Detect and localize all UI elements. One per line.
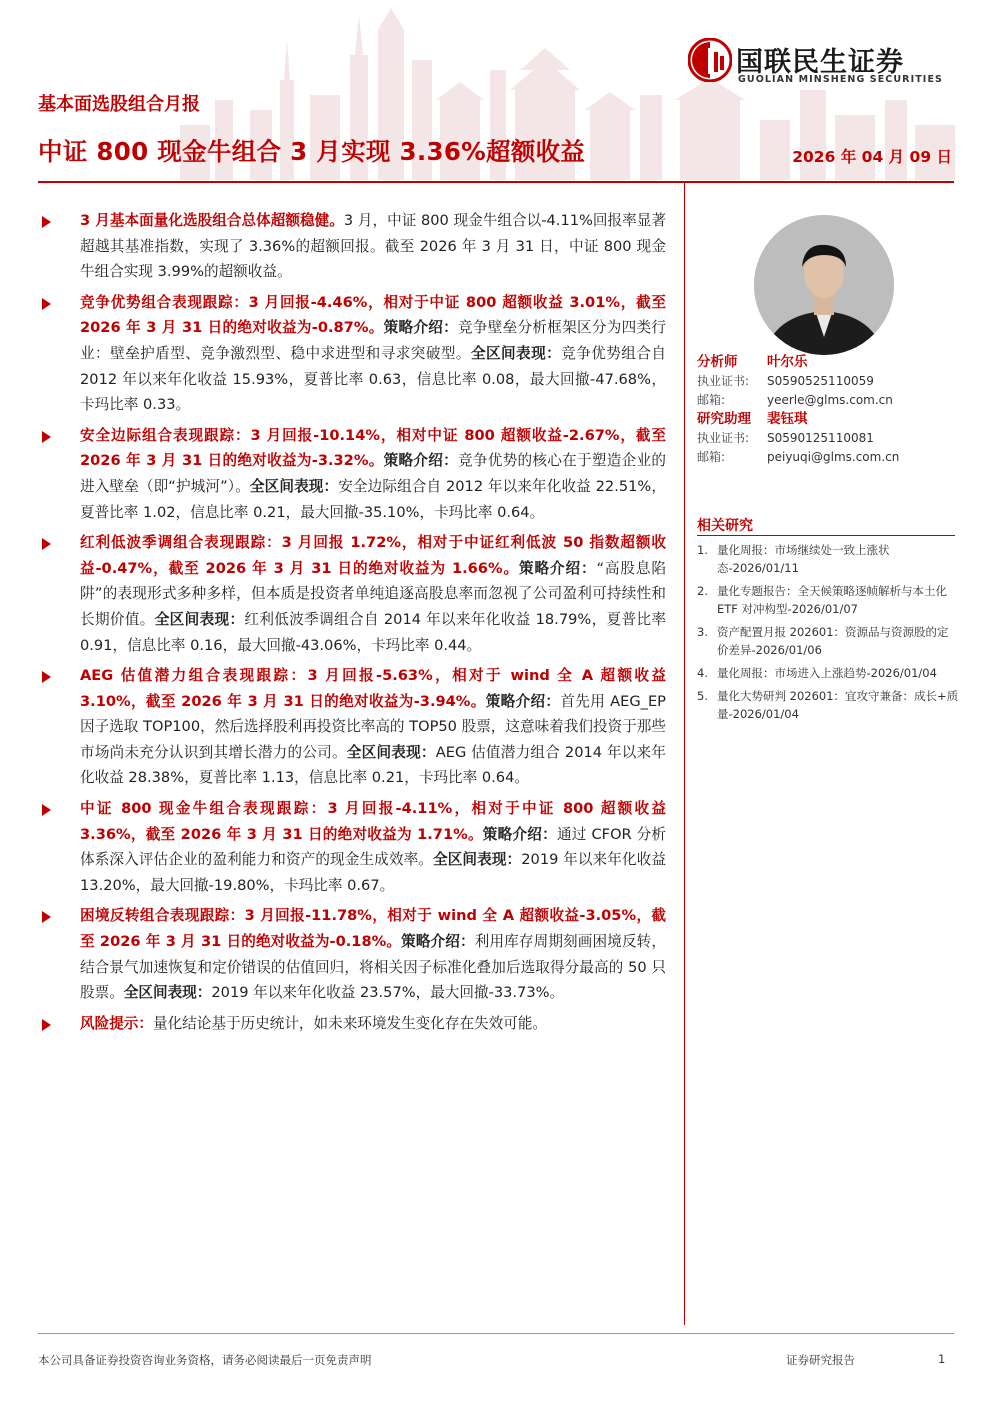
- performance-label: 全区间表现：: [433, 851, 522, 869]
- brand-name-en: GUOLIAN MINSHENG SECURITIES: [738, 74, 943, 85]
- strategy-label: 策略介绍：: [485, 692, 561, 710]
- strategy-label: 策略介绍：: [518, 559, 597, 577]
- summary-item: [42, 208, 666, 285]
- bullet-arrow-icon: [42, 1019, 51, 1031]
- brand-name-cn: 国联民生证券: [736, 47, 904, 78]
- brand-mark-icon: [688, 38, 732, 82]
- summary-section: [42, 208, 666, 1041]
- performance-label: 全区间表现：: [154, 610, 245, 628]
- strategy-label: 策略介绍：: [401, 933, 475, 951]
- bullet-arrow-icon: [42, 538, 51, 550]
- footer-report-kind: 证券研究报告: [786, 1353, 855, 1367]
- bullet-arrow-icon: [42, 671, 51, 683]
- summary-item: [42, 903, 666, 1005]
- analyst-photo-icon: [754, 215, 894, 355]
- related-research-title: 相关研究: [697, 518, 753, 534]
- strategy-text: 首先用 AEG_EP 因子选取 TOP100，然后选择股利再投资比率高的 TOP50 股票，这意味着我们投资于那些市场尚未充分认识到其增长潜力的公司。: [80, 692, 666, 761]
- related-text: 量化大势研判 202601：宜攻守兼备：成长+质量-2026/01/04: [717, 689, 959, 721]
- strategy-label: 策略介绍：: [383, 452, 459, 470]
- item-lead: 安全边际组合表现跟踪：3 月回报-10.14%，相对中证 800 超额收益-2.67%，截至 2026 年 3 月 31 日的绝对收益为-3.32%。: [80, 426, 666, 470]
- performance-text: 2019 年以来年化收益 23.57%，最大回撤-33.73%。: [211, 984, 565, 1002]
- related-text: 量化专题报告：全天候策略逐帧解析与本土化 ETF 对冲构型-2026/01/07: [717, 584, 947, 616]
- strategy-label: 策略介绍：: [482, 825, 557, 843]
- header-divider: [38, 181, 954, 183]
- performance-text: 红利低波季调组合自 2014 年以来年化收益 18.79%，夏普比率 0.91，信息比率 0.16，最大回撤-43.06%，卡玛比率 0.44。: [80, 610, 666, 654]
- related-divider: [697, 535, 955, 536]
- related-text: 量化周报：市场进入上涨趋势-2026/01/04: [717, 666, 937, 680]
- bullet-arrow-icon: [42, 216, 51, 228]
- bullet-arrow-icon: [42, 804, 51, 816]
- analyst-role: 分析师: [697, 354, 738, 370]
- assistant-name: 裴钰琪: [767, 411, 808, 427]
- related-research-list: [697, 541, 959, 728]
- analyst-email[interactable]: yeerle@glms.com.cn: [767, 393, 893, 407]
- related-text: 资产配置月报 202601：资源品与资源股的定价差异-2026/01/06: [717, 625, 949, 657]
- strategy-text: 利用库存周期刻画困境反转，结合景气加速恢复和定价错误的估值回归，将相关因子标准化叠加后选取得分最高的 50 只股票。: [80, 933, 666, 1002]
- analyst-cert: S0590525110059: [767, 374, 874, 388]
- related-num: 3.: [697, 625, 708, 639]
- bullet-arrow-icon: [42, 298, 51, 310]
- summary-item: [42, 663, 666, 791]
- footer-divider: [38, 1333, 954, 1334]
- analyst-info: [697, 352, 957, 466]
- item-lead: 3 月基本面量化选股组合总体超额稳健。: [80, 212, 344, 229]
- related-item[interactable]: [697, 623, 959, 659]
- risk-text: 量化结论基于历史统计，如未来环境发生变化存在失效可能。: [152, 1014, 548, 1032]
- strategy-text: “高股息陷阱”的表现形式多种多样，但本质是投资者单纯追逐高股息率而忽视了公司盈利可持续性和长期价值。: [80, 559, 666, 628]
- email-label: 邮箱:: [697, 450, 726, 464]
- column-divider: [684, 183, 685, 1325]
- related-text: 量化周报：市场继续处一致上涨状态-2026/01/11: [717, 543, 890, 575]
- related-num: 2.: [697, 584, 708, 598]
- risk-warning: [42, 1011, 666, 1037]
- analyst-avatar: [754, 215, 894, 355]
- strategy-text: 竞争优势的核心在于塑造企业的进入壁垒（即“护城河”）。: [80, 452, 666, 495]
- item-lead: 竞争优势组合表现跟踪：3 月回报-4.46%，相对于中证 800 超额收益 3.01%，截至 2026 年 3 月 31 日的绝对收益为-0.87%。: [80, 293, 666, 337]
- related-num: 4.: [697, 666, 708, 680]
- performance-label: 全区间表现：: [249, 477, 339, 495]
- page-title: 中证 800 现金牛组合 3 月实现 3.36%超额收益: [38, 137, 586, 166]
- item-lead: 红利低波季调组合表现跟踪：3 月回报 1.72%，相对于中证红利低波 50 指数超额收益-0.47%，截至 2026 年 3 月 31 日的绝对收益为 1.66%。: [80, 534, 666, 577]
- report-date: 2026 年 04 月 09 日: [792, 148, 952, 166]
- performance-text: 竞争优势组合自 2012 年以来年化收益 15.93%，夏普比率 0.63，信息比率 0.08，最大回撤-47.68%，卡玛比率 0.33。: [80, 344, 666, 414]
- related-item[interactable]: [697, 541, 959, 577]
- assistant-role: 研究助理: [697, 411, 751, 427]
- assistant-cert: S0590125110081: [767, 431, 874, 445]
- summary-item: [42, 290, 666, 418]
- performance-text: 2019 年以来年化收益 13.20%，最大回撤-19.80%，卡玛比率 0.67。: [80, 851, 666, 894]
- bullet-arrow-icon: [42, 431, 51, 443]
- analyst-name: 叶尔乐: [767, 354, 808, 370]
- brand-logo: [688, 38, 968, 88]
- item-lead: 困境反转组合表现跟踪：3 月回报-11.78%，相对于 wind 全 A 超额收益-3.05%，截至 2026 年 3 月 31 日的绝对收益为-0.18%。: [80, 907, 666, 951]
- summary-item: [42, 530, 666, 658]
- performance-text: 安全边际组合自 2012 年以来年化收益 22.51%，夏普比率 1.02，信息比率 0.21，最大回撤-35.10%，卡玛比率 0.64。: [80, 477, 666, 521]
- related-item[interactable]: [697, 582, 959, 618]
- item-lead: 中证 800 现金牛组合表现跟踪：3 月回报-4.11%，相对于中证 800 超额收益 3.36%，截至 2026 年 3 月 31 日的绝对收益为 1.71%。: [80, 800, 666, 843]
- strategy-label: 策略介绍：: [383, 319, 459, 337]
- risk-label: 风险提示：: [80, 1014, 153, 1032]
- email-label: 邮箱:: [697, 393, 726, 407]
- performance-label: 全区间表现：: [470, 344, 562, 362]
- strategy-text: 通过 CFOR 分析体系深入评估企业的盈利能力和资产的现金生成效率。: [80, 825, 666, 869]
- item-lead: AEG 估值潜力组合表现跟踪：3 月回报-5.63%，相对于 wind 全 A 超额收益 3.10%，截至 2026 年 3 月 31 日的绝对收益为-3.94%。: [80, 667, 666, 710]
- strategy-text: 竞争壁垒分析框架区分为四类行业：壁垒护盾型、竞争激烈型、稳中求进型和寻求突破型。: [80, 319, 666, 362]
- cert-label: 执业证书:: [697, 374, 750, 388]
- related-num: 1.: [697, 543, 708, 557]
- cert-label: 执业证书:: [697, 431, 750, 445]
- summary-item: [42, 423, 666, 525]
- bullet-arrow-icon: [42, 911, 51, 923]
- related-item[interactable]: [697, 687, 959, 723]
- page-number: 1: [938, 1352, 946, 1366]
- assistant-email[interactable]: peiyuqi@glms.com.cn: [767, 450, 900, 464]
- related-item[interactable]: [697, 664, 959, 682]
- footer-disclaimer: 本公司具备证券投资咨询业务资格，请务必阅读最后一页免责声明: [38, 1353, 372, 1367]
- performance-text: AEG 估值潜力组合 2014 年以来年化收益 28.38%，夏普比率 1.13，信息比率 0.21，卡玛比率 0.64。: [80, 743, 666, 787]
- summary-item: [42, 796, 666, 898]
- report-type: 基本面选股组合月报: [38, 94, 200, 115]
- related-num: 5.: [697, 689, 708, 703]
- performance-label: 全区间表现：: [123, 984, 212, 1002]
- performance-label: 全区间表现：: [346, 743, 436, 761]
- item-body: 3 月，中证 800 现金牛组合以-4.11%回报率显著超越其基准指数，实现了 3.36%的超额回报。截至 2026 年 3 月 31 日，中证 800 现金牛组合实现 3.99%的超额收益。: [80, 212, 666, 281]
